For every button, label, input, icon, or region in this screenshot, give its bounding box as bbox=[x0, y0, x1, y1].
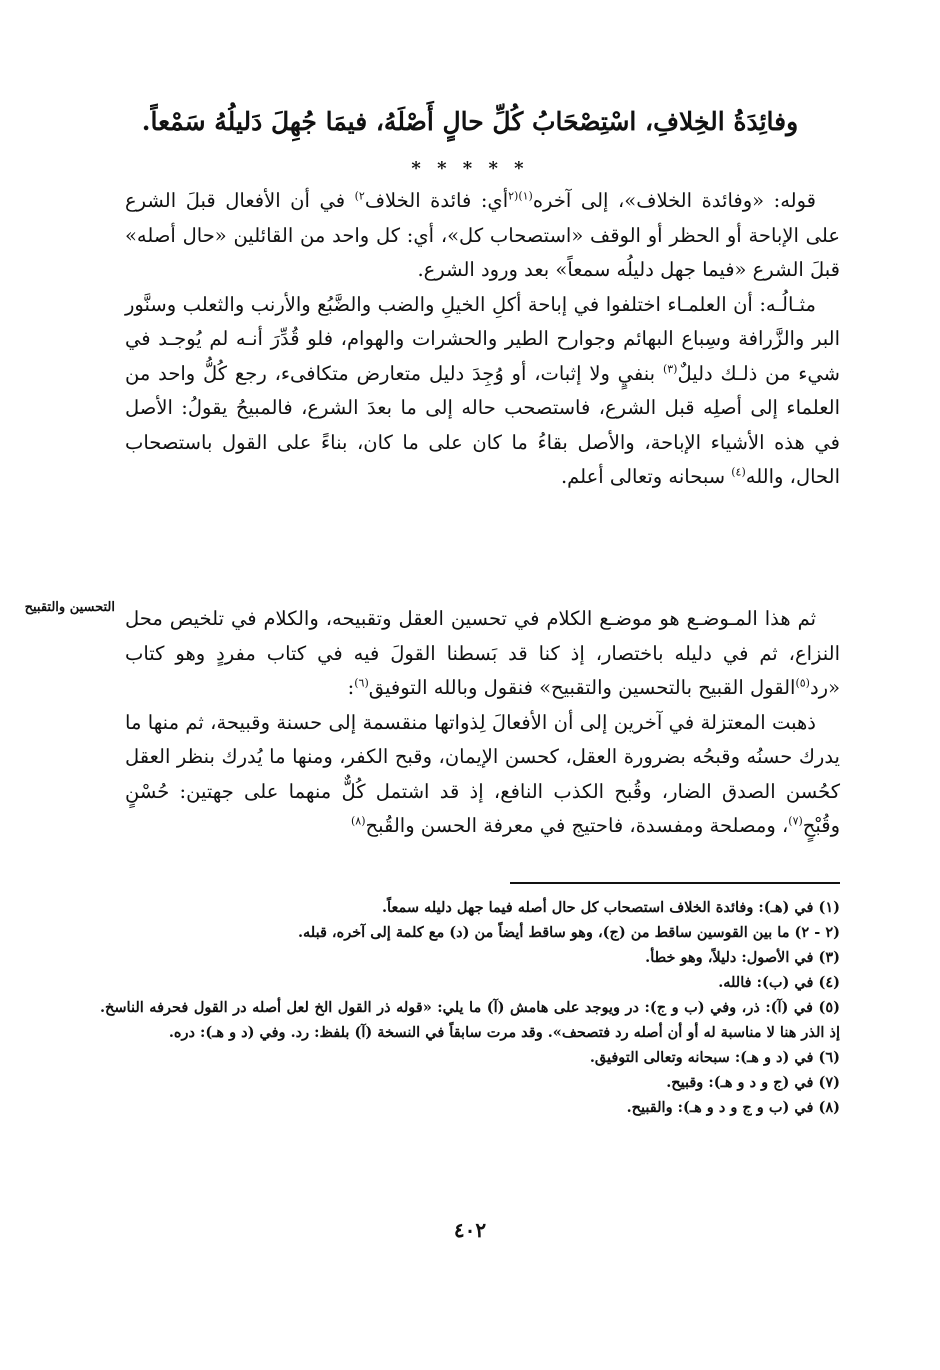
paragraph-text: سبحانه وتعالى أعلم. bbox=[560, 465, 732, 488]
paragraph-text: القول القبيح بالتحسين والتقبيح» فنقول وبالله التوفيق bbox=[368, 676, 796, 699]
footnote-ref-6: (٦) bbox=[354, 676, 369, 690]
footnote-ref-2-close: ٢) bbox=[354, 189, 365, 203]
paragraph-text: في أن الأفعال قبلَ الشرع على الإباحة أو الحظر أو الوقف «استصحاب كل»، أي: كل واحد من القائلين «حال أصله» قبلَ الشرع «فيما جهل دليلُه سمعاً» بعد ورود الشرع. bbox=[125, 189, 840, 281]
section-separator: * * * * * bbox=[411, 158, 529, 179]
footnote-ref-2-open: (٢ bbox=[508, 189, 519, 203]
footnote-ref-8: (٨) bbox=[350, 814, 366, 828]
paragraph-text: أي: فائدة الخلاف bbox=[364, 189, 509, 212]
footnote-item: (٧) في (ج و د و هـ): وقبيح. bbox=[666, 1074, 840, 1091]
margin-note-tahsin-taqbih: التحسين والتقبيح bbox=[24, 600, 115, 615]
footnote-item: (٦) في (د و هـ): سبحانه وتعالى التوفيق. bbox=[589, 1049, 840, 1066]
commentary-paragraph-4 bbox=[125, 706, 840, 844]
footnotes-list bbox=[100, 895, 840, 1120]
footnote-ref-7: (٧) bbox=[788, 814, 803, 828]
footnote-ref-4: (٤) bbox=[731, 465, 746, 479]
footnote-item: (٢ - ٢) ما بين القوسين ساقط من (ج)، وهو ساقط أيضاً من (د) مع كلمة إلى آخره، قبله. bbox=[297, 924, 840, 941]
footnote-item: (٤) في (ب): فالله. bbox=[718, 974, 840, 991]
footnote-item: (١) في (هـ): وفائدة الخلاف استصحاب كل حال أصله فيما جهل دليله سمعاً. bbox=[381, 899, 840, 916]
paragraph-text: ، ومصلحة ومفسدة، فاحتيج في معرفة الحسن والقُبح bbox=[365, 814, 789, 837]
footnote-divider bbox=[510, 882, 840, 884]
commentary-section-2 bbox=[125, 602, 840, 844]
footnote-item: (٨) في (ب و ج و د و هـ): والقبيح. bbox=[626, 1099, 840, 1116]
paragraph-text: قوله: «وفائدة الخلاف»، إلى آخره bbox=[532, 189, 816, 212]
footnote-ref-1: (١) bbox=[518, 189, 533, 203]
paragraph-text: ثم هذا المـوضـع هو موضـع الكلام في تحسين العقل وتقبيحه، والكلام في تلخيص محل النزاع، ثم في دليله باختصار، إذ كنا قد بَسطنا القولَ فيه في كتاب مفردٍ وهو كتاب «رد bbox=[125, 607, 840, 699]
page-number: ٤٠٢ bbox=[453, 1218, 487, 1242]
commentary-paragraph-2 bbox=[125, 288, 840, 495]
commentary-paragraph-1 bbox=[125, 184, 840, 288]
paragraph-text: مثـالُـه: أن العلمـاء اختلفوا في إباحة أكلِ الخيلِ والضب والضَّبُع والأرنب والثعلب وسنَّور البر والزَّرافة وسِباع البهائم وجوارح الطير والحشرات والهوام، فلو قُدِّرَ أنـه لم يُوجـد في شيء من ذلـك دليلٌ bbox=[125, 292, 840, 385]
paragraph-text: : bbox=[347, 676, 355, 699]
paragraph-text: ذهبت المعتزلة في آخرين إلى أن الأفعالَ لِذواتها منقسمة إلى حسنة وقبيحة، ثم منها ما يدرك حسنُه وقبحُه بضرورة العقل، كحسن الإيمان، وقبح الكفر، ومنها ما يُدرك بنظر العقل كحُسن الصدق الضار، وقُبح الكذب النافع، إذ قد اشتمل كُلٌّ منهما على جهتين: حُسْنٍ وقُبْحٍ bbox=[125, 710, 840, 837]
footnote-ref-5: (٥) bbox=[795, 676, 810, 690]
matn-heading: وفائِدَةُ الخِلافِ، اسْتِصْحَابُ كُلِّ حالٍ أَصْلَهُ، فيمَا جُهِلَ دَليلُهُ سَمْعاً. bbox=[141, 107, 799, 136]
footnote-ref-3: (٣) bbox=[662, 362, 678, 375]
commentary-section-1 bbox=[125, 184, 840, 495]
paragraph-text: بنفيٍ ولا إثبات، أو وُجِدَ دليل متعارض متكافىء، رجع كُلُّ واحد من العلماء إلى أصلِه قبل الشرع، فاستصحب حاله إلى ما بعدَ الشرع، فالمبيحُ يقولُ: الأصل في هذه الأشياء الإباحة، والأصل بقاءُ ما كان على ما كان، بناءً على القول باستصحاب الحال، والله bbox=[125, 361, 840, 488]
commentary-paragraph-3 bbox=[125, 602, 840, 706]
footnote-item: (٣) في الأصول: دليلاً، وهو خطأ. bbox=[645, 949, 840, 966]
footnote-item: (٥) في (آ): ذر، وفي (ب و ج): در ويوجد على هامش (آ) ما يلي: «قوله ذر القول الخ لعل أصله در القول فحرفه الناسخ. إذ الذر هنا لا مناسبة له أو أن أصله رد فتصحف». وقد مرت سابقاً في النسخة (آ) بلفظ: رد. وفي (د و هـ): دره. bbox=[100, 999, 840, 1041]
